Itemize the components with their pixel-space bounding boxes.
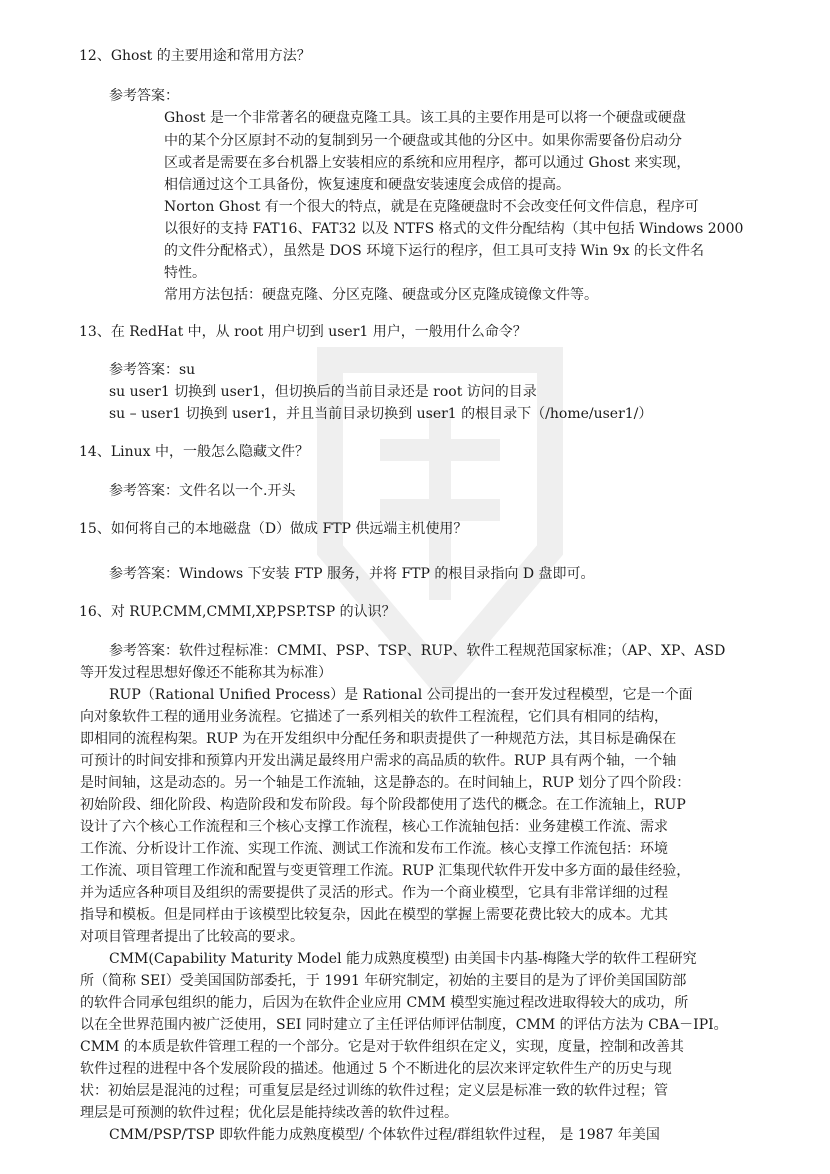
cmm-paragraph-line: 理层是可预测的软件过程；优化层是能持续改善的软件过程。	[80, 1105, 458, 1121]
answer-13-line: su user1 切换到 user1，但切换后的当前目录还是 root 访问的目录	[109, 384, 537, 400]
answer-12-line: 以很好的支持 FAT16、FAT32 以及 NTFS 格式的文件分配结构（其中包括 Windows 2000	[164, 221, 744, 237]
cmm-paragraph-line: 以在全世界范围内被广泛使用，SEI 同时建立了主任评估师评估制度，CMM 的评估方法为 CBA－IPI。	[80, 1017, 728, 1033]
answer-16-line: 等开发过程思想好像还不能称其为标准）	[80, 665, 332, 681]
cmm-paragraph-line: CMM 的本质是软件管理工程的一个部分。它是对于软件组织在定义，实现，度量，控制和改善其	[80, 1039, 684, 1055]
answer-12-line: 常用方法包括：硬盘克隆、分区克隆、硬盘或分区克隆成镜像文件等。	[164, 287, 598, 303]
rup-paragraph-line: 即相同的流程构架。RUP 为在开发组织中分配任务和职责提供了一种规范方法，其目标是确保在	[80, 731, 677, 747]
rup-paragraph-line: 是时间轴，这是动态的。另一个轴是工作流轴，这是静态的。在时间轴上，RUP 划分了四个阶段：	[80, 775, 691, 791]
answer-12-line: 的文件分配格式），虽然是 DOS 环境下运行的程序，但工具可支持 Win 9x 的长文件名	[164, 243, 704, 259]
question-14: 14、Linux 中，一般怎么隐藏文件？	[79, 444, 309, 460]
answer-12-line: 中的某个分区原封不动的复制到另一个硬盘或其他的分区中。如果你需要备份启动分	[164, 133, 682, 149]
rup-paragraph-line: 可预计的时间安排和预算内开发出满足最终用户需求的高品质的软件。RUP 具有两个轴，一个轴	[80, 753, 677, 769]
cmm-paragraph-line: 软件过程的进程中各个发展阶段的描述。他通过 5 个不断进化的层次来评定软件生产的历史与现	[80, 1061, 672, 1077]
cmm-paragraph-line: CMM(Capability Maturity Model 能力成熟度模型) 由美国卡内基-梅隆大学的软件工程研究	[109, 951, 697, 967]
rup-paragraph-line: 初始阶段、细化阶段、构造阶段和发布阶段。每个阶段都使用了迭代的概念。在工作流轴上，RUP	[80, 797, 686, 813]
cmm-paragraph-line: 的软件合同承包组织的能力，后因为在软件企业应用 CMM 模型实施过程改进取得较大的成功，所	[80, 995, 689, 1011]
answer-13-line: 参考答案：su	[109, 362, 196, 378]
rup-paragraph-line: 向对象软件工程的通用业务流程。它描述了一系列相关的软件工程流程，它们具有相同的结构，	[80, 709, 668, 725]
question-13: 13、在 RedHat 中，从 root 用户切到 user1 用户，一般用什么命令？	[79, 324, 527, 340]
answer-15: 参考答案：Windows 下安装 FTP 服务，并将 FTP 的根目录指向 D 盘即可。	[109, 566, 595, 582]
question-15: 15、如何将自己的本地磁盘（D）做成 FTP 供远端主机使用？	[79, 521, 468, 537]
question-12: 12、Ghost 的主要用途和常用方法？	[79, 48, 311, 64]
answer-16-line: 参考答案：软件过程标准：CMMI、PSP、TSP、RUP、软件工程规范国家标准；（AP、XP、ASD	[109, 643, 726, 659]
answer-12-line: 特性。	[164, 265, 206, 281]
cmm-paragraph-line: 所（简称 SEI）受美国国防部委托，于 1991 年研究制定，初始的主要目的是为了评价美国国防部	[80, 973, 687, 989]
cmm-paragraph-line: 状：初始层是混沌的过程；可重复层是经过训练的软件过程；定义层是标准一致的软件过程；管	[80, 1083, 668, 1099]
answer-label-12: 参考答案：	[109, 88, 179, 104]
rup-paragraph-line: 指导和模板。但是同样由于该模型比较复杂，因此在模型的掌握上需要花费比较大的成本。尤其	[80, 907, 668, 923]
rup-paragraph-line: 工作流、项目管理工作流和配置与变更管理工作流。RUP 汇集现代软件开发中多方面的最佳经验，	[80, 863, 691, 879]
rup-paragraph-line: 并为适应各种项目及组织的需要提供了灵活的形式。作为一个商业模型，它具有非常详细的过程	[80, 885, 668, 901]
rup-paragraph-line: RUP（Rational Unified Process）是 Rational 公司提出的一套开发过程模型，它是一个面	[109, 687, 693, 703]
answer-12-line: 相信通过这个工具备份，恢复速度和硬盘安装速度会成倍的提高。	[164, 177, 570, 193]
answer-12-line: 区或者是需要在多台机器上安装相应的系统和应用程序，都可以通过 Ghost 来实现，	[164, 155, 691, 171]
question-16: 16、对 RUP.CMM,CMMI,XP,PSP.TSP 的认识？	[79, 604, 396, 620]
rup-paragraph-line: 工作流、分析设计工作流、实现工作流、测试工作流和发布工作流。核心支撑工作流包括：环境	[80, 841, 668, 857]
answer-14: 参考答案：文件名以一个.开头	[109, 483, 296, 499]
rup-paragraph-line: 对项目管理者提出了比较高的要求。	[80, 929, 304, 945]
answer-12-line: Norton Ghost 有一个很大的特点，就是在克隆硬盘时不会改变任何文件信息，程序可	[164, 199, 699, 215]
cmm-psp-tsp-line: CMM/PSP/TSP 即软件能力成熟度模型/ 个体软件过程/群组软件过程， 是 1987 年美国	[109, 1127, 660, 1143]
answer-13-line: su – user1 切换到 user1，并且当前目录切换到 user1 的根目录下（/home/user1/）	[109, 406, 653, 422]
rup-paragraph-line: 设计了六个核心工作流程和三个核心支撑工作流程，核心工作流轴包括：业务建模工作流、需求	[80, 819, 668, 835]
answer-12-line: Ghost 是一个非常著名的硬盘克隆工具。该工具的主要作用是可以将一个硬盘或硬盘	[164, 110, 686, 126]
